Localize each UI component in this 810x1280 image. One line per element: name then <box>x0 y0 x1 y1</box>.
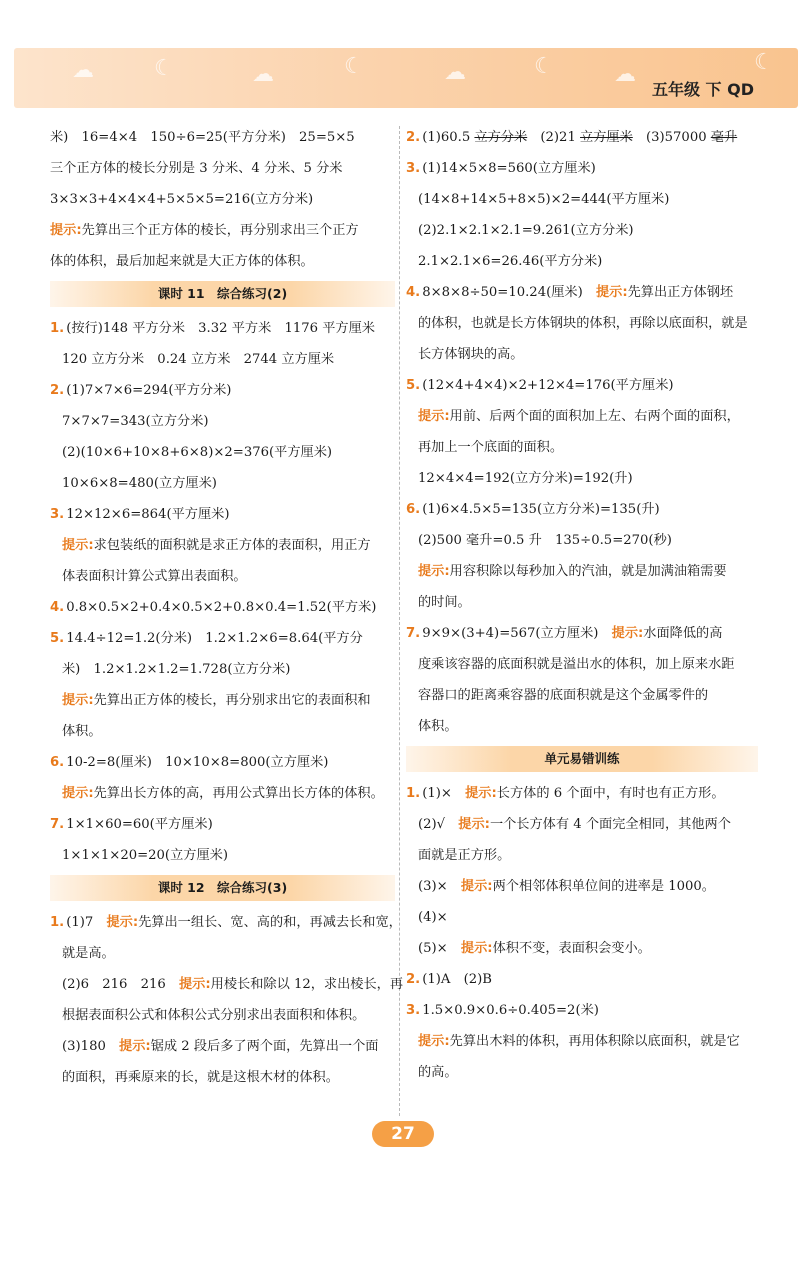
answer-line: (4)× <box>418 910 448 925</box>
answer-line: (2)6 216 216 提示:用棱长和除以 12，求出棱长，再 <box>62 977 404 992</box>
answer-line: 三个正方体的棱长分别是 3 分米、4 分米、5 分米 <box>50 161 343 176</box>
answer-line: (3)× 提示:两个相邻体积单位间的进率是 1000。 <box>418 879 715 894</box>
page-number: 27 <box>372 1121 434 1147</box>
question-7: 7. 9×9×(3+4)=567(立方厘米) 提示:水面降低的高 <box>406 626 723 641</box>
section-title-unit-errors: 单元易错训练 <box>406 746 758 772</box>
page-header-banner <box>14 48 798 108</box>
hint-line: 体积。 <box>62 724 102 739</box>
question-4: 4. 8×8×8÷50=10.24(厘米) 提示:先算出正方体钢坯 <box>406 285 734 300</box>
question-2: 2. (1)7×7×6=294(平方分米) <box>50 383 232 398</box>
hint-line: 提示:求包装纸的面积就是求正方体的表面积，用正方 <box>62 538 371 553</box>
hint-line: 根据表面积公式和体积公式分别求出表面积和体积。 <box>62 1008 366 1023</box>
answer-line: (14×8+14×5+8×5)×2=444(平方厘米) <box>418 192 670 207</box>
moon-icon: ☾ <box>754 50 774 75</box>
answer-line: (3)180 提示:锯成 2 段后多了两个面，先算出一个面 <box>62 1039 379 1054</box>
question-6: 6. (1)6×4.5×5=135(立方分米)=135(升) <box>406 502 660 517</box>
hint-line: 度乘该容器的底面积就是溢出水的体积，加上原来水距 <box>418 657 735 672</box>
answer-line: 12×4×4=192(立方分米)=192(升) <box>418 471 633 486</box>
hint-line: 体的体积，最后加起来就是大正方体的体积。 <box>50 254 314 269</box>
answer-line: 米) 16=4×4 150÷6=25(平方分米) 25=5×5 <box>50 130 355 145</box>
grade-label: 五年级 下 QD <box>651 80 754 99</box>
hint-line: 再加上一个底面的面积。 <box>418 440 564 455</box>
hint-line: 提示:先算出长方体的高，再用公式算出长方体的体积。 <box>62 786 384 801</box>
hint-line: 提示:用容积除以每秒加入的汽油，就是加满油箱需要 <box>418 564 727 579</box>
question-3: 3. 12×12×6=864(平方厘米) <box>50 507 230 522</box>
answer-line: (2)√ 提示:一个长方体有 4 个面完全相同，其他两个 <box>418 817 731 832</box>
section-title-lesson-11: 课时 11 综合练习(2) <box>50 281 395 307</box>
answer-line: (2)(10×6+10×8+6×8)×2=376(平方厘米) <box>62 445 333 460</box>
hint-line: 容器口的距离乘容器的底面积就是这个金属零件的 <box>418 688 709 703</box>
hint-line: 面就是正方形。 <box>418 848 511 863</box>
moon-icon: ☾ <box>154 56 174 81</box>
cloud-icon: ☁ <box>72 58 94 83</box>
hint-line: 的时间。 <box>418 595 471 610</box>
question-7: 7. 1×1×60=60(平方厘米) <box>50 817 213 832</box>
answer-line: 米) 1.2×1.2×1.2=1.728(立方分米) <box>62 662 291 677</box>
cloud-icon: ☁ <box>444 60 466 85</box>
question-1: 1. (1)× 提示:长方体的 6 个面中，有时也有正方形。 <box>406 786 725 801</box>
hint-label: 提示: <box>50 223 82 238</box>
moon-icon: ☾ <box>344 54 364 79</box>
hint-line: 提示:先算出三个正方体的棱长，再分别求出三个正方 <box>50 223 359 238</box>
hint-line: 体积。 <box>418 719 458 734</box>
left-column <box>50 122 404 1093</box>
moon-icon: ☾ <box>534 54 554 79</box>
hint-line: 提示:先算出正方体的棱长，再分别求出它的表面积和 <box>62 693 371 708</box>
answer-line: 10×6×8=480(立方厘米) <box>62 476 217 491</box>
cloud-icon: ☁ <box>614 62 636 87</box>
answer-line: (2)2.1×2.1×2.1=9.261(立方分米) <box>418 223 634 238</box>
hint-line: 的面积，再乘原来的长，就是这根木材的体积。 <box>62 1070 339 1085</box>
answer-line: (5)× 提示:体积不变，表面积会变小。 <box>418 941 651 956</box>
hint-line: 提示:用前、后两个面的面积加上左、右两个面的面积， <box>418 409 740 424</box>
cloud-icon: ☁ <box>252 62 274 87</box>
answer-line: 7×7×7=343(立方分米) <box>62 414 209 429</box>
question-2: 2. (1)A (2)B <box>406 972 492 987</box>
hint-line: 就是高。 <box>62 946 115 961</box>
hint-line: 长方体钢块的高。 <box>418 347 524 362</box>
question-5: 5. 14.4÷12=1.2(分米) 1.2×1.2×6=8.64(平方分 <box>50 631 363 646</box>
section-title-lesson-12: 课时 12 综合练习(3) <box>50 875 395 901</box>
hint-line: 提示:先算出木料的体积，再用体积除以底面积，就是它 <box>418 1034 740 1049</box>
right-column <box>406 122 758 1088</box>
question-2: 2. (1)60.5 立方分米 (2)21 立方厘米 (3)57000 毫升 <box>406 130 738 145</box>
answer-line: 1×1×1×20=20(立方厘米) <box>62 848 228 863</box>
question-3: 3. (1)14×5×8=560(立方厘米) <box>406 161 596 176</box>
answer-line: 2.1×2.1×6=26.46(平方分米) <box>418 254 603 269</box>
answer-line: 120 立方分米 0.24 立方米 2744 立方厘米 <box>62 352 335 367</box>
question-1: 1. (1)7 提示:先算出一组长、宽、高的和，再减去长和宽， <box>50 915 402 930</box>
question-1: 1. (按行)148 平方分米 3.32 平方米 1176 平方厘米 <box>50 321 375 336</box>
question-5: 5. (12×4+4×4)×2+12×4=176(平方厘米) <box>406 378 674 393</box>
answer-line: (2)500 毫升=0.5 升 135÷0.5=270(秒) <box>418 533 672 548</box>
hint-line: 的高。 <box>418 1065 458 1080</box>
column-divider <box>399 126 400 1116</box>
hint-line: 的体积，也就是长方体钢块的体积，再除以底面积，就是 <box>418 316 748 331</box>
question-4: 4. 0.8×0.5×2+0.4×0.5×2+0.8×0.4=1.52(平方米) <box>50 600 377 615</box>
answer-line: 3×3×3+4×4×4+5×5×5=216(立方分米) <box>50 192 314 207</box>
question-3: 3. 1.5×0.9×0.6÷0.405=2(米) <box>406 1003 599 1018</box>
question-6: 6. 10-2=8(厘米) 10×10×8=800(立方厘米) <box>50 755 329 770</box>
hint-line: 体表面积计算公式算出表面积。 <box>62 569 247 584</box>
